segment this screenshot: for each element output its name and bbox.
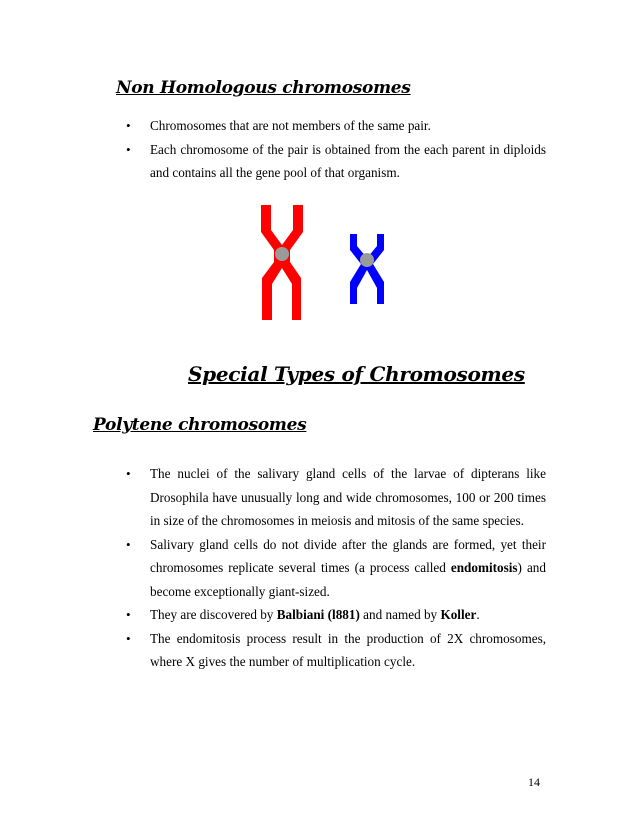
list-item bbox=[126, 533, 546, 604]
page-number: 14 bbox=[528, 775, 540, 789]
list-item bbox=[126, 627, 546, 674]
list-item bbox=[126, 138, 546, 185]
list-item bbox=[126, 603, 546, 627]
bullet-icon: • bbox=[126, 536, 131, 552]
bullet-text: and named by bbox=[359, 607, 441, 622]
bullet-icon: • bbox=[126, 118, 131, 133]
heading-non-homologous-chromosomes: Non Homologous chromosomes bbox=[116, 78, 411, 98]
blue-chromosome bbox=[350, 234, 384, 304]
non-homologous-bullet-list bbox=[126, 114, 546, 185]
list-item bbox=[126, 462, 546, 533]
bullet-text: ) and become exceptionally giant-sized. bbox=[150, 560, 546, 599]
bold-term-endomitosis: endomitosis bbox=[450, 560, 518, 575]
non-homologous-chromosomes-figure bbox=[250, 200, 400, 325]
bullet-icon: • bbox=[126, 607, 131, 622]
red-chromosome bbox=[261, 205, 303, 320]
bullet-text: Salivary gland cells do not divide after the glands are formed, yet their chromosomes replicate several times (a process called bbox=[150, 536, 546, 575]
bullet-text: The endomitosis process result in the production of 2X chromosomes, where X gives the number of multiplication cycle. bbox=[150, 630, 546, 669]
bullet-icon: • bbox=[126, 141, 131, 157]
bullet-text: Each chromosome of the pair is obtained from the each parent in diploids and contains all the gene pool of that organism. bbox=[150, 141, 546, 180]
bullet-text: . bbox=[476, 607, 480, 622]
heading-polytene-chromosomes: Polytene chromosomes bbox=[93, 415, 307, 435]
bold-term-balbiani: Balbiani (l881) bbox=[276, 607, 360, 622]
bullet-text: The nuclei of the salivary gland cells of the larvae of dipterans like Drosophila have unusually long and wide chromosomes, 100 or 200 times in size of the chromosomes in meiosis and mitosis of the same species. bbox=[150, 466, 546, 528]
bullet-text: They are discovered by bbox=[150, 607, 277, 622]
list-item bbox=[126, 114, 546, 138]
bullet-icon: • bbox=[126, 630, 131, 646]
bullet-text: Chromosomes that are not members of the same pair. bbox=[150, 118, 431, 133]
polytene-bullet-list bbox=[126, 462, 546, 674]
heading-special-types-of-chromosomes: Special Types of Chromosomes bbox=[188, 362, 525, 386]
bullet-icon: • bbox=[126, 466, 131, 481]
bold-term-koller: Koller bbox=[440, 607, 477, 622]
